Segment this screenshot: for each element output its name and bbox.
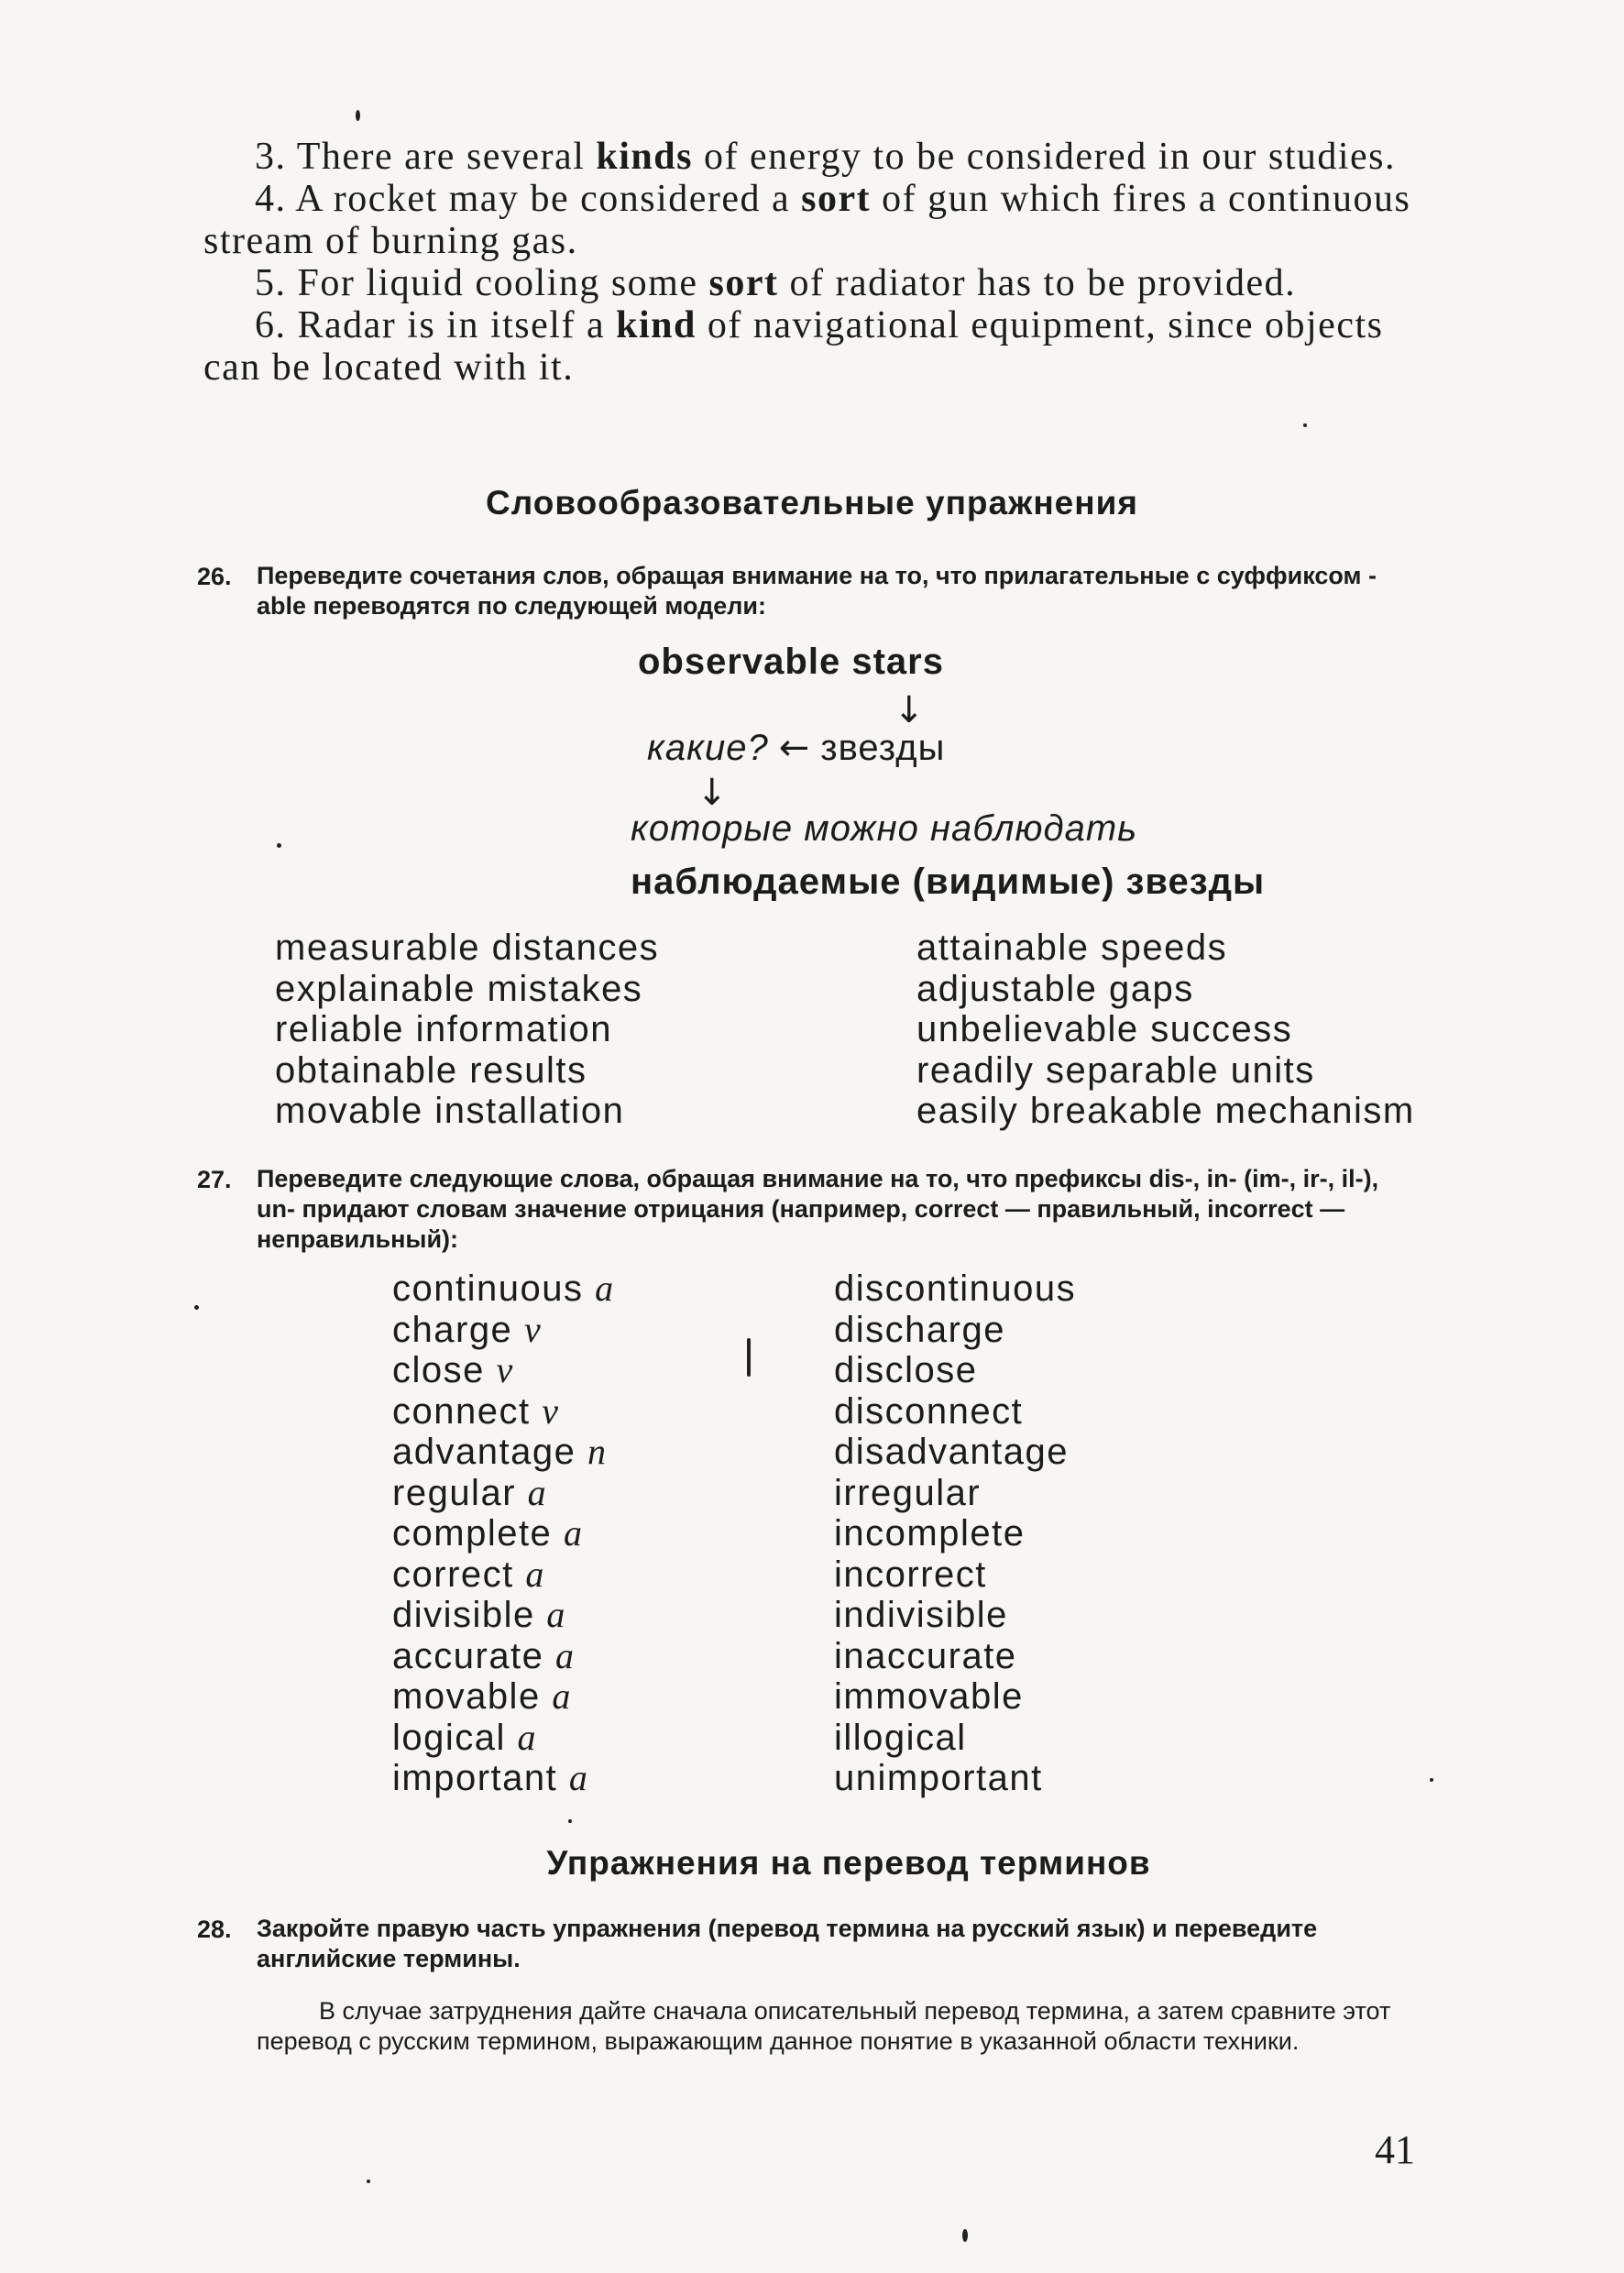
part-of-speech: a bbox=[525, 1553, 545, 1595]
word-row bbox=[392, 1310, 615, 1351]
part-of-speech: a bbox=[552, 1675, 572, 1717]
sentence-text: A rocket may be considered a bbox=[295, 178, 802, 220]
base-word: advantage bbox=[392, 1432, 576, 1472]
scan-speck bbox=[356, 110, 360, 121]
negative-word: disconnect bbox=[834, 1390, 1024, 1432]
sentence-number: 6. bbox=[255, 304, 287, 346]
sentence-keyword: sort bbox=[801, 178, 872, 220]
part-of-speech: n bbox=[587, 1431, 608, 1472]
word-row bbox=[392, 1636, 615, 1677]
sentence-text: There are several bbox=[296, 136, 597, 178]
model-question-row bbox=[647, 726, 945, 769]
negative-word: immovable bbox=[834, 1676, 1024, 1717]
base-word: close bbox=[392, 1350, 485, 1390]
scan-speck bbox=[277, 843, 281, 848]
exercise-26-instructions: Переведите сочетания слов, обращая внимание на то, что прилагательные с суффиксом -able переводятся по следующей модели: bbox=[257, 562, 1377, 620]
part-of-speech: a bbox=[517, 1716, 538, 1758]
base-word: connect bbox=[392, 1390, 531, 1432]
list-item: easily breakable mechanism bbox=[916, 1091, 1415, 1131]
sentence-text: of navigational equipment, since objects can be located with it. bbox=[203, 304, 1384, 389]
word-row bbox=[392, 1268, 615, 1310]
arrow-down-icon: ↓ bbox=[894, 689, 925, 731]
sentence-keyword: kind bbox=[616, 304, 697, 346]
part-of-speech: v bbox=[542, 1389, 560, 1432]
exercise-27-base-words bbox=[392, 1268, 615, 1799]
scan-speck bbox=[962, 2229, 968, 2242]
sentence-text: of radiator has to be provided. bbox=[778, 262, 1297, 304]
base-word: logical bbox=[392, 1717, 506, 1758]
section-title-term-translation: Упражнения на перевод терминов bbox=[546, 1844, 1151, 1882]
sentence-keyword: kinds bbox=[596, 136, 693, 178]
part-of-speech: a bbox=[595, 1268, 615, 1309]
sentence-text: Radar is in itself a bbox=[297, 304, 617, 346]
model-question: какие? bbox=[647, 728, 769, 768]
part-of-speech: a bbox=[527, 1471, 548, 1513]
negative-word: unimportant bbox=[834, 1758, 1043, 1798]
word-row bbox=[392, 1676, 615, 1718]
exercise-27-number: 27. bbox=[197, 1166, 232, 1193]
base-word: correct bbox=[392, 1554, 514, 1595]
exercise-26-right-column bbox=[916, 928, 1415, 1132]
base-word: charge bbox=[392, 1309, 513, 1350]
sentence-number: 5. bbox=[255, 262, 287, 304]
sentence-4 bbox=[203, 178, 1422, 262]
list-item: obtainable results bbox=[275, 1049, 587, 1091]
base-word: complete bbox=[392, 1513, 553, 1554]
word-row bbox=[392, 1391, 615, 1433]
base-word: accurate bbox=[392, 1635, 544, 1676]
exercise-27-instructions: Переведите следующие слова, обращая внимание на то, что префиксы dis-, in- (im-, ir-, il-), un- придают словам значение отрицания (например, correct — правильный, incorrect — неправильный): bbox=[257, 1165, 1379, 1253]
list-item: movable installation bbox=[275, 1091, 625, 1131]
list-item: measurable distances bbox=[275, 928, 660, 968]
word-row bbox=[392, 1758, 615, 1799]
sentence-text: For liquid cooling some bbox=[297, 262, 709, 304]
sentences-block bbox=[203, 136, 1422, 389]
word-row bbox=[392, 1473, 615, 1514]
negative-word: indivisible bbox=[834, 1595, 1008, 1635]
sentence-text: of energy to be considered in our studies. bbox=[692, 136, 1397, 178]
sentence-6 bbox=[203, 304, 1422, 389]
negative-word: irregular bbox=[834, 1472, 982, 1513]
word-row bbox=[392, 1595, 615, 1636]
negative-word: illogical bbox=[834, 1717, 967, 1758]
negative-word: inaccurate bbox=[834, 1635, 1017, 1676]
part-of-speech: a bbox=[555, 1634, 576, 1676]
scan-speck bbox=[747, 1338, 751, 1377]
sentence-number: 4. bbox=[255, 178, 287, 220]
negative-word: discharge bbox=[834, 1309, 1005, 1350]
part-of-speech: v bbox=[496, 1349, 514, 1390]
exercise-27-negative-words bbox=[834, 1268, 1076, 1799]
negative-word: disclose bbox=[834, 1350, 978, 1390]
sentence-number: 3. bbox=[255, 136, 287, 178]
list-item: readily separable units bbox=[916, 1049, 1315, 1091]
negative-word: discontinuous bbox=[834, 1268, 1077, 1309]
negative-word: incorrect bbox=[834, 1554, 987, 1595]
model-description: которые можно наблюдать bbox=[631, 808, 1138, 849]
base-word: divisible bbox=[392, 1595, 535, 1635]
word-row bbox=[392, 1718, 615, 1759]
exercise-28-number: 28. bbox=[197, 1916, 232, 1943]
exercise-28-instructions: Закройте правую часть упражнения (перевод термина на русский язык) и переведите английские термины. bbox=[257, 1915, 1318, 1972]
part-of-speech: a bbox=[568, 1757, 589, 1798]
word-row bbox=[392, 1350, 615, 1391]
part-of-speech: v bbox=[523, 1308, 543, 1350]
list-item: attainable speeds bbox=[916, 928, 1228, 968]
scan-speck bbox=[568, 1819, 572, 1823]
word-row bbox=[392, 1513, 615, 1554]
section-title-word-formation: Словообразовательные упражнения bbox=[486, 484, 1138, 522]
model-result: наблюдаемые (видимые) звезды bbox=[631, 862, 1266, 902]
sentence-keyword: sort bbox=[708, 262, 779, 304]
base-word: movable bbox=[392, 1676, 541, 1717]
sentence-5 bbox=[203, 262, 1422, 304]
model-english-phrase: observable stars bbox=[638, 642, 944, 682]
list-item: adjustable gaps bbox=[916, 968, 1194, 1009]
exercise-26-number: 26. bbox=[197, 563, 232, 590]
part-of-speech: a bbox=[546, 1594, 566, 1635]
list-item: explainable mistakes bbox=[275, 968, 643, 1009]
base-word: continuous bbox=[392, 1268, 584, 1309]
list-item: reliable information bbox=[275, 1009, 612, 1049]
exercise-26-left-column bbox=[275, 928, 659, 1132]
scan-speck bbox=[194, 1305, 199, 1310]
sentence-3 bbox=[203, 136, 1422, 178]
scan-speck bbox=[367, 2180, 370, 2183]
exercise-28-note: В случае затруднения дайте сначала описательный перевод термина, а затем сравните этот перевод с русским термином, выражающим данное понятие в указанной области техники. bbox=[257, 1997, 1391, 2055]
scan-speck bbox=[1303, 423, 1307, 427]
word-row bbox=[392, 1432, 615, 1473]
base-word: important bbox=[392, 1758, 558, 1798]
page-number: 41 bbox=[1375, 2127, 1415, 2172]
sentence-text: of gun which fires a continuous stream of burning gas. bbox=[203, 178, 1411, 262]
negative-word: incomplete bbox=[834, 1513, 1026, 1554]
part-of-speech: a bbox=[563, 1512, 584, 1554]
arrow-down-icon: ↓ bbox=[697, 772, 728, 814]
word-row bbox=[392, 1554, 615, 1596]
model-noun: звезды bbox=[820, 728, 946, 768]
list-item: unbelievable success bbox=[916, 1009, 1293, 1049]
arrow-left-icon: ← bbox=[778, 727, 811, 769]
negative-word: disadvantage bbox=[834, 1432, 1069, 1472]
base-word: regular bbox=[392, 1472, 517, 1513]
scan-speck bbox=[1430, 1778, 1433, 1782]
